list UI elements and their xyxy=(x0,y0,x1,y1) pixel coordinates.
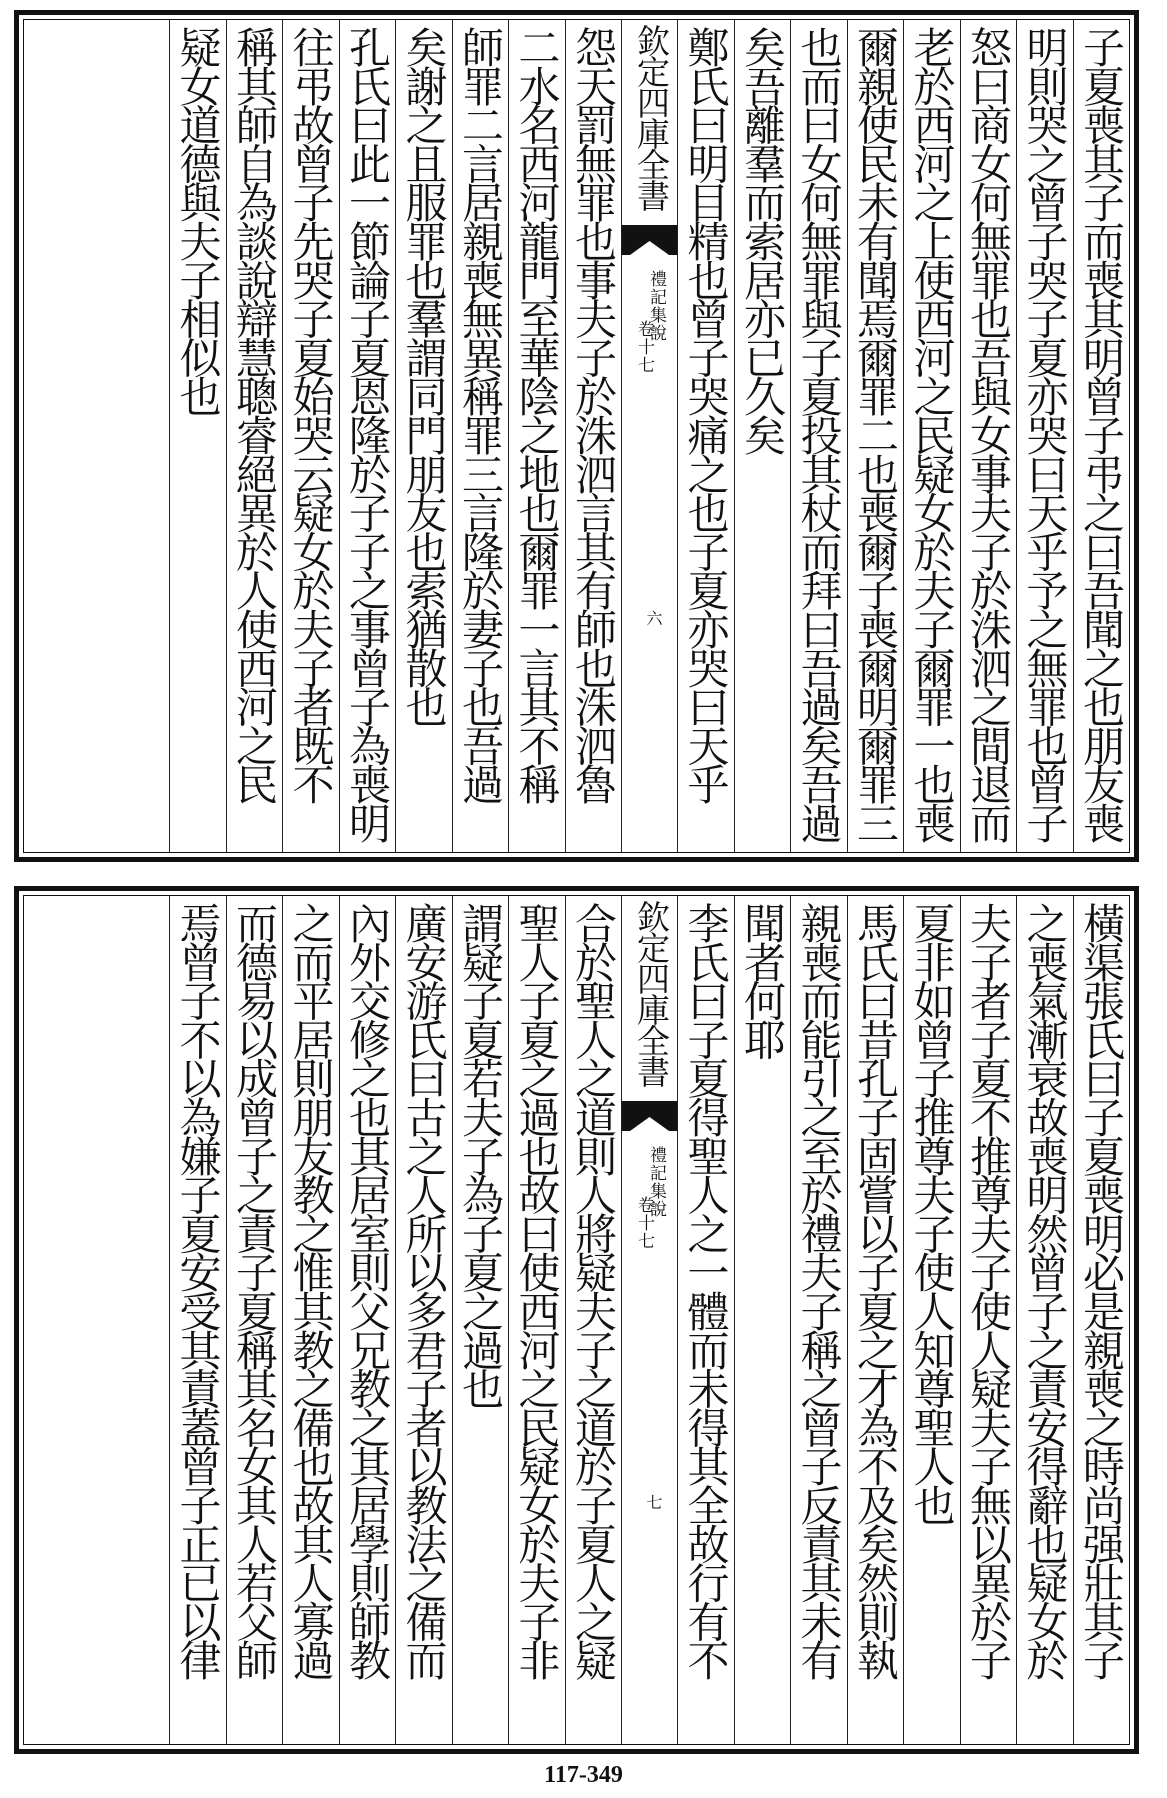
series-title: 欽定四庫全書 xyxy=(632,900,671,1086)
text-column: 稱其師自為談說辯慧聰睿絕異於人使西河之民 xyxy=(226,20,283,852)
page-number: 六 xyxy=(644,610,663,626)
text-column: 往弔故曾子先哭子夏始哭云疑女於夫子者既不 xyxy=(282,20,339,852)
fish-tail-mark xyxy=(622,225,677,255)
text-column: 謂疑子夏若夫子為子夏之過也 xyxy=(452,896,509,1744)
text-column: 之喪氣漸衰故喪明然曾子之責安得辭也疑女於 xyxy=(1016,896,1073,1744)
text-column: 而德易以成曾子之責子夏稱其名女其人若父師 xyxy=(226,896,283,1744)
text-column: 疑女道德與夫子相似也 xyxy=(169,20,226,852)
text-column: 聞者何耶 xyxy=(734,896,791,1744)
text-column: 怒曰商女何無罪也吾與女事夫子於洙泗之間退而 xyxy=(960,20,1017,852)
text-column: 明則哭之曾子哭子夏亦哭曰天乎予之無罪也曾子 xyxy=(1016,20,1073,852)
text-column: 李氏曰子夏得聖人之一體而未得其全故行有不 xyxy=(677,896,734,1744)
top-page-frame xyxy=(23,19,1130,853)
volume-label: 卷十七 xyxy=(634,320,654,374)
text-column: 焉曾子不以為嫌子夏安受其責蓋曾子正已以律 xyxy=(169,896,226,1744)
center-margin xyxy=(621,20,677,852)
text-column: 夏非如曾子推尊夫子使人知尊聖人也 xyxy=(903,896,960,1744)
text-column: 廣安游氏曰古之人所以多君子者以教法之備而 xyxy=(395,896,452,1744)
book-title: 禮記集說 xyxy=(646,270,666,342)
text-column: 二水名西河龍門至華陰之地也爾罪一言其不稱 xyxy=(508,20,565,852)
text-column: 合於聖人之道則人將疑夫子之道於子夏人之疑 xyxy=(565,896,622,1744)
empty-column xyxy=(113,896,170,1744)
text-column: 聖人子夏之過也故曰使西河之民疑女於夫子非 xyxy=(508,896,565,1744)
top-columns xyxy=(24,20,1129,852)
text-column: 橫渠張氏曰子夏喪明必是親喪之時尚强壯其子 xyxy=(1073,896,1130,1744)
text-column: 老於西河之上使西河之民疑女於夫子爾罪一也喪 xyxy=(903,20,960,852)
text-column: 之而平居則朋友教之惟其教之備也故其人寡過 xyxy=(282,896,339,1744)
text-column: 怨天罰無罪也事夫子於洙泗言其有師也洙泗魯 xyxy=(565,20,622,852)
top-page xyxy=(14,10,1139,862)
center-margin xyxy=(621,896,677,1744)
text-column: 也而曰女何無罪與子夏投其杖而拜曰吾過矣吾過 xyxy=(790,20,847,852)
text-column: 師罪二言居親喪無異稱罪三言隆於妻子也吾過 xyxy=(452,20,509,852)
text-column: 矣吾離羣而索居亦已久矣 xyxy=(734,20,791,852)
fish-tail-mark xyxy=(622,1101,677,1131)
text-column: 子夏喪其子而喪其明曾子弔之曰吾聞之也朋友喪 xyxy=(1073,20,1130,852)
text-column: 矣謝之且服罪也羣謂同門朋友也索猶散也 xyxy=(395,20,452,852)
text-column: 夫子者子夏不推尊夫子使人疑夫子無以異於子 xyxy=(960,896,1017,1744)
text-column: 親喪而能引之至於禮夫子稱之曾子反責其未有 xyxy=(790,896,847,1744)
volume-label: 卷十七 xyxy=(634,1196,654,1250)
book-title: 禮記集說 xyxy=(646,1146,666,1218)
text-column: 孔氏曰此一節論子夏恩隆於子子之事曾子為喪明 xyxy=(339,20,396,852)
bottom-page-frame xyxy=(23,895,1130,1745)
text-column: 馬氏曰昔孔子固嘗以子夏之才為不及矣然則執 xyxy=(847,896,904,1744)
text-column: 鄭氏曰明目精也曾子哭痛之也子夏亦哭曰天乎 xyxy=(677,20,734,852)
text-column: 內外交修之也其居室則父兄教之其居學則師教 xyxy=(339,896,396,1744)
page-number: 七 xyxy=(644,1494,663,1510)
series-title: 欽定四庫全書 xyxy=(632,24,671,210)
text-column: 爾親使民未有聞焉爾罪二也喪爾子喪爾明爾罪三 xyxy=(847,20,904,852)
scan-page-number: 117-349 xyxy=(544,1762,623,1788)
bottom-page xyxy=(14,886,1139,1754)
empty-column xyxy=(113,20,170,852)
bottom-columns xyxy=(24,896,1129,1744)
